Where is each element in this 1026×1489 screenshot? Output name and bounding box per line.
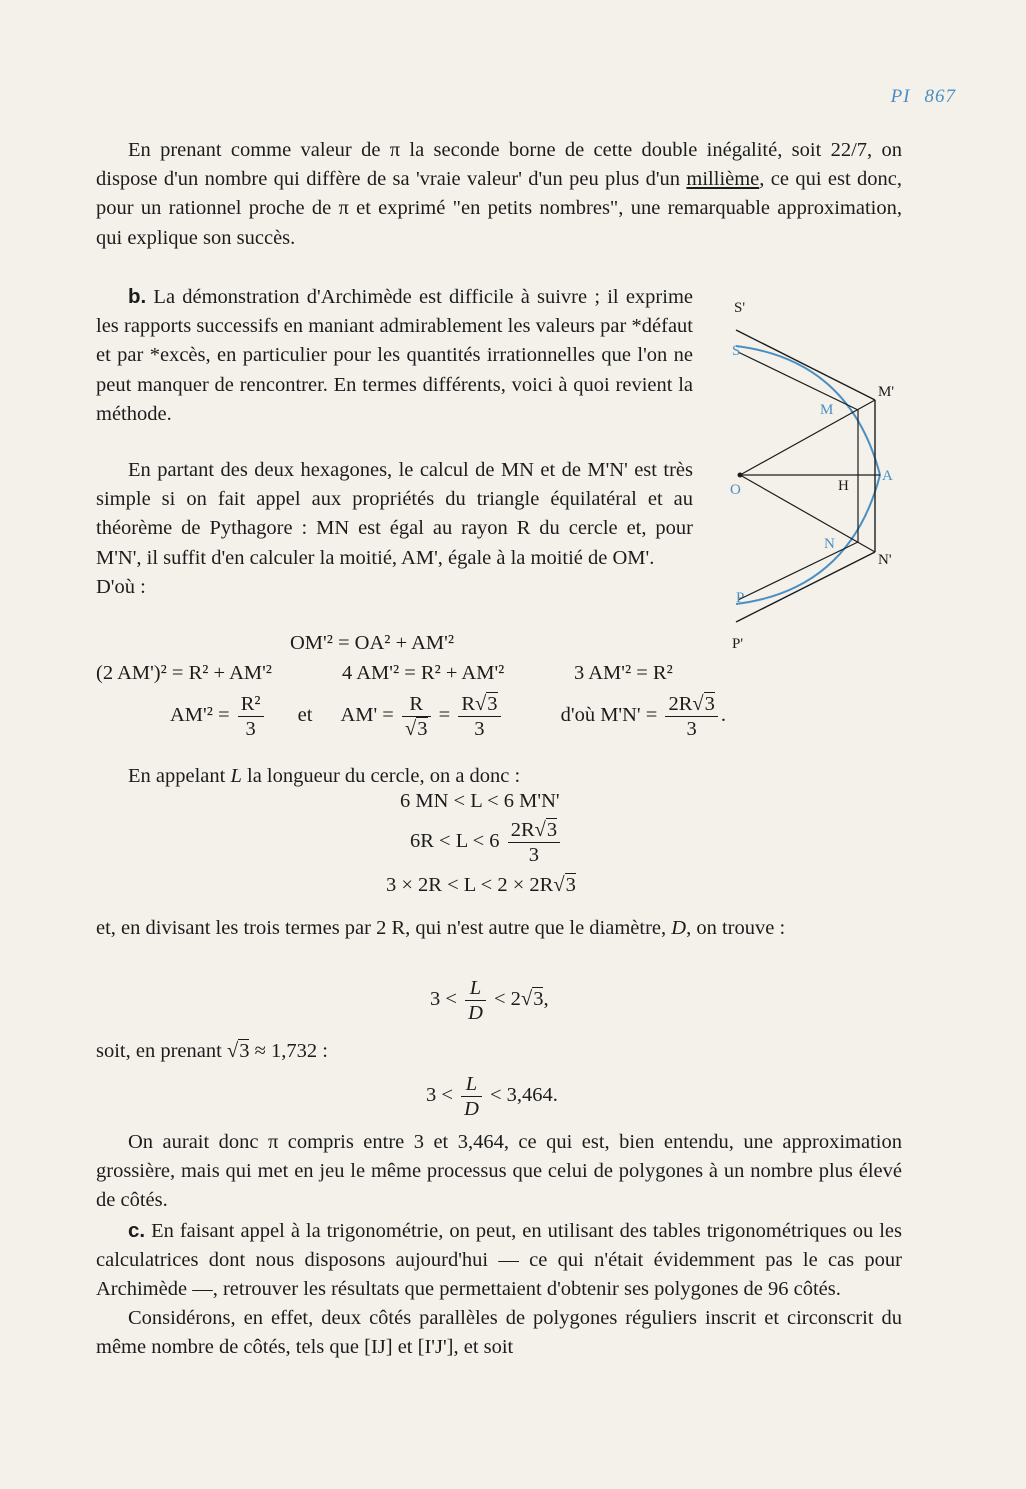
text: AM'² = xyxy=(170,704,230,727)
section-label-c: c. xyxy=(128,1218,146,1242)
equation-pythagore: OM'² = OA² + AM'² xyxy=(290,632,454,654)
underlined-word: millième xyxy=(686,168,760,191)
text: d'où M'N' = xyxy=(560,704,658,727)
text: En partant des deux hexagones, le calcul de MN et de M'N' est très simple si on fait appel aux propriétés du triangle équilatéral et au théorème de Pythagore : MN est égal au rayon R du cercle et, pour M'N', il suffit d'en calculer la moitié, AM', égale à la moitié de OM'. xyxy=(96,459,693,569)
text: En prenant comme valeur de π la seconde borne de cette double inégalité, soit 22/7, on dispose d'un nombre qui diffère de sa 'vraie valeur' d'un peu plus d'un xyxy=(96,139,902,191)
label-m-prime: M' xyxy=(878,384,895,400)
label-o: O xyxy=(730,482,741,498)
text: 3 < xyxy=(430,988,457,1011)
sentence-sqrt3: soit, en prenant √3 ≈ 1,732 : xyxy=(96,1040,328,1062)
text: et xyxy=(297,704,313,727)
text: En appelant xyxy=(128,765,231,787)
equation-4am: 4 AM'² = R² + AM'² xyxy=(342,662,505,684)
text: 6R < L < 6 xyxy=(410,830,500,853)
text: , on trouve : xyxy=(686,917,786,939)
text: la longueur du cercle, on a donc : xyxy=(241,765,521,787)
label-p-prime: P' xyxy=(732,636,744,652)
header-page-number: 867 xyxy=(924,86,956,107)
label-s: S xyxy=(732,343,741,359)
text: < 2 xyxy=(494,988,521,1011)
text: et, en divisant les trois termes par 2 R, qui n'est autre que le diamètre, xyxy=(96,917,672,939)
text: En faisant appel à la trigonométrie, on peut, en utilisant des tables trigonométriques ou les calculatrices dont nous disposons aujourd'hui — ce qui n'était évidemment pas le cas pour Archimède —, retrouver les résultats que permettaient d'obtenir ses polygones de 96 côtés. xyxy=(96,1219,902,1301)
paragraph-length xyxy=(96,762,902,791)
text: soit, en prenant xyxy=(96,1040,222,1062)
label-a: A xyxy=(882,468,893,484)
text: D xyxy=(671,917,687,939)
header-section: PI xyxy=(890,86,911,107)
equation-3am: 3 AM'² = R² xyxy=(574,662,673,684)
equation-6r: 6R < L < 6 $\frac{2R√3}{3}$ xyxy=(410,818,563,867)
label-n: N xyxy=(824,536,835,552)
text: La démonstration d'Archimède est difficile à suivre ; il exprime les rapports successifs en maniant admirablement les valeurs par *défaut et par *excès, en particulier pour les quantités irrationnelles que l'on ne peut manquer de rencontrer. En termes différents, voici à quoi revient la méthode. xyxy=(96,286,693,425)
text: ≈ 1,732 : xyxy=(254,1040,328,1062)
equation-2am: (2 AM')² = R² + AM'² xyxy=(96,662,272,684)
label-m: M xyxy=(820,402,834,418)
text: Considérons, en effet, deux côtés parallèles de polygones réguliers inscrit et circonscrit du même nombre de côtés, tels que [IJ] et [I'J'], et soit xyxy=(96,1307,902,1359)
text: 3 < xyxy=(426,1084,453,1107)
paragraph-conclusion xyxy=(96,1128,902,1363)
equation-perimeters: 6 MN < L < 6 M'N' xyxy=(400,790,560,812)
text: L xyxy=(230,765,242,787)
text: < 3,464. xyxy=(490,1084,558,1107)
label-p: P xyxy=(736,590,745,606)
label-h: H xyxy=(838,478,849,494)
equation-l-over-d: 3 < $\frac{L}{D}$ < 2√3, xyxy=(430,977,549,1024)
section-label-b: b. xyxy=(128,285,147,308)
equation-bounds: 3 < $\frac{L}{D}$ < 3,464. xyxy=(426,1073,558,1120)
label-s-prime: S' xyxy=(734,300,746,316)
paragraph-hexagons xyxy=(96,456,693,602)
text: AM' = xyxy=(340,704,394,727)
paragraph-diameter xyxy=(96,914,902,943)
polygon-diagram xyxy=(720,290,920,660)
text: D'où : xyxy=(96,575,146,598)
text: On aurait donc π compris entre 3 et 3,464, ce qui est, bien entendu, une approximation grossière, mais qui met en jeu le même processus que celui de polygones à un nombre plus élevé de côtés. xyxy=(96,1131,902,1212)
equation-2r: 3 × 2R < L < 2 × 2R√3 xyxy=(386,874,576,896)
paragraph-approximation xyxy=(96,136,902,253)
label-n-prime: N' xyxy=(878,552,892,568)
paragraph-b xyxy=(96,282,693,429)
text: 3 × 2R < L < 2 × 2R xyxy=(386,874,554,896)
equation-am-squared: AM'² = $\frac{\text{R²}}{3}$ et AM' = $\frac{R}{√3}$ = $\frac{R√3}{3}$ d'où M'N' = $\frac{2R√3}{3}$ . xyxy=(170,693,726,740)
running-header xyxy=(877,86,956,108)
text: , ce qui est donc, pour un rationnel proche de π et exprimé "en petits nombres", une remarquable approximation, qui explique son succès. xyxy=(96,168,902,249)
